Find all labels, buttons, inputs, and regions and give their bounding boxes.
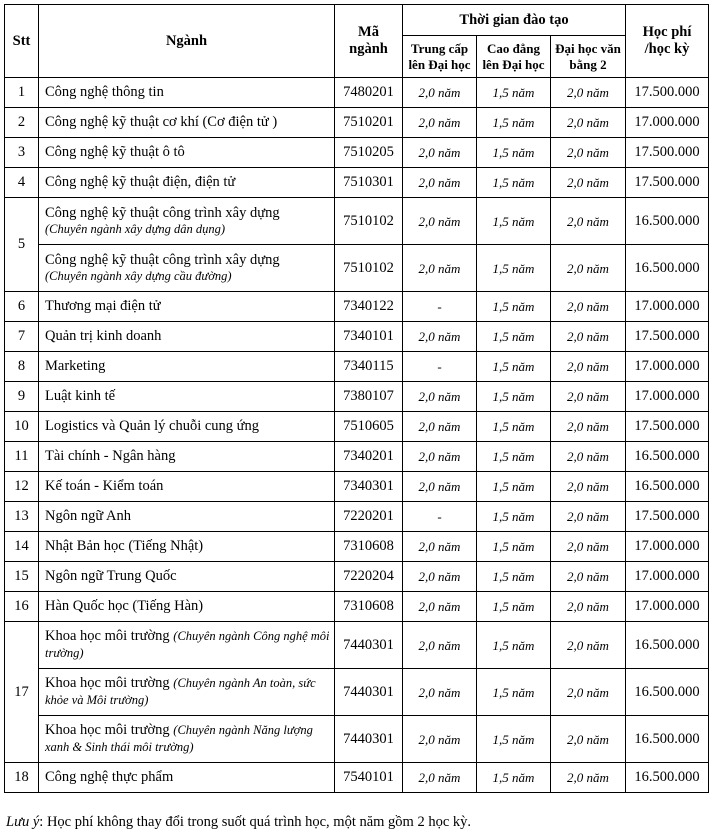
cell-duration-college: 1,5 năm (477, 198, 551, 245)
cell-stt: 17 (5, 622, 39, 763)
cell-fee: 16.500.000 (626, 669, 709, 716)
cell-duration-second-degree: 2,0 năm (551, 352, 626, 382)
cell-stt: 14 (5, 532, 39, 562)
cell-major (39, 382, 335, 412)
cell-duration-second-degree: 2,0 năm (551, 472, 626, 502)
cell-fee: 17.500.000 (626, 168, 709, 198)
header-duration-intermediate: Trung cấp lên Đại học (403, 36, 477, 78)
major-name: Khoa học môi trường (45, 722, 170, 738)
cell-code: 7220201 (335, 502, 403, 532)
cell-code: 7310608 (335, 532, 403, 562)
major-name: Công nghệ kỹ thuật công trình xây dựng (45, 205, 280, 221)
header-fee: Học phí /học kỳ (626, 5, 709, 78)
table-row (5, 622, 709, 669)
cell-duration-intermediate: 2,0 năm (403, 442, 477, 472)
cell-stt: 13 (5, 502, 39, 532)
cell-code: 7440301 (335, 669, 403, 716)
major-name: Luật kinh tế (45, 388, 116, 404)
major-name: Hàn Quốc học (Tiếng Hàn) (45, 598, 204, 614)
major-specialization: (Chuyên ngành xây dựng dân dụng) (45, 222, 226, 236)
cell-code: 7220204 (335, 562, 403, 592)
cell-duration-second-degree: 2,0 năm (551, 716, 626, 763)
cell-major (39, 138, 335, 168)
cell-duration-intermediate: - (403, 352, 477, 382)
cell-fee: 16.500.000 (626, 442, 709, 472)
cell-duration-intermediate: 2,0 năm (403, 245, 477, 292)
header-duration-college: Cao đẳng lên Đại học (477, 36, 551, 78)
cell-duration-intermediate: 2,0 năm (403, 763, 477, 793)
table-row (5, 168, 709, 198)
cell-major (39, 198, 335, 245)
cell-fee: 16.500.000 (626, 472, 709, 502)
cell-duration-college: 1,5 năm (477, 78, 551, 108)
cell-duration-intermediate: 2,0 năm (403, 716, 477, 763)
cell-duration-college: 1,5 năm (477, 168, 551, 198)
table-row (5, 472, 709, 502)
table-row (5, 716, 709, 763)
cell-fee: 17.000.000 (626, 292, 709, 322)
cell-duration-college: 1,5 năm (477, 108, 551, 138)
cell-fee: 16.500.000 (626, 622, 709, 669)
cell-stt: 9 (5, 382, 39, 412)
cell-stt: 18 (5, 763, 39, 793)
cell-duration-second-degree: 2,0 năm (551, 292, 626, 322)
cell-code: 7480201 (335, 78, 403, 108)
table-row (5, 763, 709, 793)
major-specialization: (Chuyên ngành Công nghệ môi trường) (45, 629, 330, 660)
cell-stt: 5 (5, 198, 39, 292)
cell-major (39, 78, 335, 108)
table-row (5, 108, 709, 138)
cell-duration-second-degree: 2,0 năm (551, 502, 626, 532)
cell-fee: 17.000.000 (626, 352, 709, 382)
cell-duration-second-degree: 2,0 năm (551, 198, 626, 245)
cell-code: 7440301 (335, 622, 403, 669)
cell-duration-college: 1,5 năm (477, 352, 551, 382)
cell-fee: 16.500.000 (626, 198, 709, 245)
cell-duration-intermediate: - (403, 292, 477, 322)
table-row (5, 592, 709, 622)
major-name: Thương mại điện tử (45, 298, 161, 314)
cell-fee: 16.500.000 (626, 716, 709, 763)
footnote-label: Lưu ý (6, 814, 40, 830)
cell-duration-intermediate: 2,0 năm (403, 592, 477, 622)
cell-major (39, 108, 335, 138)
cell-duration-intermediate: 2,0 năm (403, 168, 477, 198)
cell-code: 7510102 (335, 198, 403, 245)
cell-duration-second-degree: 2,0 năm (551, 669, 626, 716)
header-code: Mã ngành (335, 5, 403, 78)
cell-duration-college: 1,5 năm (477, 532, 551, 562)
major-name: Logistics và Quản lý chuỗi cung ứng (45, 418, 260, 434)
cell-duration-second-degree: 2,0 năm (551, 322, 626, 352)
cell-code: 7540101 (335, 763, 403, 793)
cell-fee: 17.000.000 (626, 382, 709, 412)
cell-duration-intermediate: 2,0 năm (403, 322, 477, 352)
cell-duration-intermediate: 2,0 năm (403, 198, 477, 245)
cell-fee: 17.000.000 (626, 108, 709, 138)
cell-code: 7340101 (335, 322, 403, 352)
major-name: Khoa học môi trường (45, 675, 170, 691)
cell-stt: 16 (5, 592, 39, 622)
cell-major (39, 502, 335, 532)
cell-duration-intermediate: 2,0 năm (403, 472, 477, 502)
cell-code: 7310608 (335, 592, 403, 622)
cell-code: 7510301 (335, 168, 403, 198)
cell-stt: 4 (5, 168, 39, 198)
table-row (5, 502, 709, 532)
cell-duration-intermediate: 2,0 năm (403, 669, 477, 716)
cell-stt: 8 (5, 352, 39, 382)
cell-duration-college: 1,5 năm (477, 622, 551, 669)
table-row (5, 412, 709, 442)
cell-duration-intermediate: 2,0 năm (403, 622, 477, 669)
cell-duration-college: 1,5 năm (477, 669, 551, 716)
cell-duration-second-degree: 2,0 năm (551, 562, 626, 592)
header-major: Ngành (39, 5, 335, 78)
cell-duration-second-degree: 2,0 năm (551, 245, 626, 292)
table-row (5, 669, 709, 716)
cell-fee: 16.500.000 (626, 763, 709, 793)
cell-duration-college: 1,5 năm (477, 763, 551, 793)
major-name: Công nghệ kỹ thuật ô tô (45, 144, 185, 160)
cell-major (39, 716, 335, 763)
cell-major (39, 442, 335, 472)
cell-fee: 17.500.000 (626, 412, 709, 442)
table-row (5, 532, 709, 562)
table-row (5, 198, 709, 245)
cell-stt: 1 (5, 78, 39, 108)
cell-stt: 7 (5, 322, 39, 352)
cell-duration-college: 1,5 năm (477, 442, 551, 472)
footnote (6, 814, 471, 831)
cell-duration-college: 1,5 năm (477, 502, 551, 532)
cell-duration-college: 1,5 năm (477, 382, 551, 412)
cell-stt: 2 (5, 108, 39, 138)
header-duration-group: Thời gian đào tạo (403, 5, 626, 36)
table-body (5, 78, 709, 793)
cell-code: 7510201 (335, 108, 403, 138)
table-row (5, 292, 709, 322)
cell-duration-intermediate: 2,0 năm (403, 412, 477, 442)
cell-major (39, 592, 335, 622)
tuition-table (4, 4, 709, 793)
cell-major (39, 322, 335, 352)
cell-fee: 17.000.000 (626, 562, 709, 592)
major-name: Ngôn ngữ Trung Quốc (45, 568, 177, 584)
cell-duration-college: 1,5 năm (477, 292, 551, 322)
major-name: Marketing (45, 358, 106, 374)
major-name: Nhật Bản học (Tiếng Nhật) (45, 538, 204, 554)
table-row (5, 562, 709, 592)
cell-fee: 17.500.000 (626, 322, 709, 352)
cell-duration-second-degree: 2,0 năm (551, 592, 626, 622)
cell-duration-second-degree: 2,0 năm (551, 412, 626, 442)
major-name: Quản trị kinh doanh (45, 328, 162, 344)
cell-stt: 12 (5, 472, 39, 502)
cell-duration-second-degree: 2,0 năm (551, 168, 626, 198)
cell-fee: 17.500.000 (626, 138, 709, 168)
cell-major (39, 352, 335, 382)
cell-code: 7340201 (335, 442, 403, 472)
cell-code: 7340115 (335, 352, 403, 382)
cell-duration-college: 1,5 năm (477, 472, 551, 502)
cell-major (39, 472, 335, 502)
cell-duration-second-degree: 2,0 năm (551, 622, 626, 669)
cell-major (39, 168, 335, 198)
table-row (5, 78, 709, 108)
cell-major (39, 669, 335, 716)
cell-stt: 6 (5, 292, 39, 322)
cell-duration-second-degree: 2,0 năm (551, 78, 626, 108)
table-row (5, 352, 709, 382)
cell-major (39, 245, 335, 292)
cell-major (39, 532, 335, 562)
footnote-text: : Học phí không thay đổi trong suốt quá trình học, một năm gồm 2 học kỳ. (39, 814, 472, 830)
major-specialization: (Chuyên ngành Năng lượng xanh & Sinh thái môi trường) (45, 723, 313, 754)
cell-duration-college: 1,5 năm (477, 716, 551, 763)
major-name: Công nghệ thông tin (45, 84, 164, 100)
cell-duration-college: 1,5 năm (477, 138, 551, 168)
table-row (5, 245, 709, 292)
table-row (5, 138, 709, 168)
cell-duration-intermediate: 2,0 năm (403, 138, 477, 168)
cell-fee: 17.500.000 (626, 502, 709, 532)
cell-duration-intermediate: 2,0 năm (403, 108, 477, 138)
table-row (5, 322, 709, 352)
cell-duration-college: 1,5 năm (477, 322, 551, 352)
major-name: Công nghệ kỹ thuật cơ khí (Cơ điện tử ) (45, 114, 278, 130)
cell-duration-second-degree: 2,0 năm (551, 763, 626, 793)
major-name: Tài chính - Ngân hàng (45, 448, 176, 464)
cell-code: 7510102 (335, 245, 403, 292)
major-name: Công nghệ thực phẩm (45, 769, 174, 785)
cell-stt: 15 (5, 562, 39, 592)
cell-major (39, 763, 335, 793)
major-name: Kế toán - Kiểm toán (45, 478, 164, 494)
header-stt: Stt (5, 5, 39, 78)
major-name: Công nghệ kỹ thuật điện, điện tử (45, 174, 236, 190)
cell-duration-intermediate: 2,0 năm (403, 562, 477, 592)
major-specialization: (Chuyên ngành xây dựng cầu đường) (45, 269, 232, 283)
cell-stt: 3 (5, 138, 39, 168)
cell-stt: 10 (5, 412, 39, 442)
cell-duration-second-degree: 2,0 năm (551, 138, 626, 168)
cell-major (39, 562, 335, 592)
cell-major (39, 412, 335, 442)
cell-code: 7340301 (335, 472, 403, 502)
major-name: Khoa học môi trường (45, 628, 170, 644)
cell-code: 7340122 (335, 292, 403, 322)
cell-stt: 11 (5, 442, 39, 472)
cell-duration-college: 1,5 năm (477, 412, 551, 442)
cell-code: 7510605 (335, 412, 403, 442)
table-row (5, 382, 709, 412)
cell-code: 7510205 (335, 138, 403, 168)
cell-duration-second-degree: 2,0 năm (551, 108, 626, 138)
cell-fee: 17.000.000 (626, 532, 709, 562)
major-name: Công nghệ kỹ thuật công trình xây dựng (45, 252, 280, 268)
cell-duration-second-degree: 2,0 năm (551, 382, 626, 412)
table-row (5, 442, 709, 472)
major-name: Ngôn ngữ Anh (45, 508, 132, 524)
cell-fee: 17.000.000 (626, 592, 709, 622)
cell-duration-intermediate: - (403, 502, 477, 532)
cell-duration-second-degree: 2,0 năm (551, 442, 626, 472)
cell-fee: 16.500.000 (626, 245, 709, 292)
cell-duration-second-degree: 2,0 năm (551, 532, 626, 562)
cell-major (39, 292, 335, 322)
cell-major (39, 622, 335, 669)
cell-duration-intermediate: 2,0 năm (403, 78, 477, 108)
cell-duration-college: 1,5 năm (477, 245, 551, 292)
cell-code: 7440301 (335, 716, 403, 763)
cell-duration-college: 1,5 năm (477, 562, 551, 592)
cell-duration-college: 1,5 năm (477, 592, 551, 622)
cell-code: 7380107 (335, 382, 403, 412)
cell-duration-intermediate: 2,0 năm (403, 382, 477, 412)
cell-fee: 17.500.000 (626, 78, 709, 108)
major-specialization: (Chuyên ngành An toàn, sức khỏe và Môi trường) (45, 676, 316, 707)
cell-duration-intermediate: 2,0 năm (403, 532, 477, 562)
header-duration-second-degree: Đại học văn bằng 2 (551, 36, 626, 78)
tuition-table-container (4, 4, 709, 793)
